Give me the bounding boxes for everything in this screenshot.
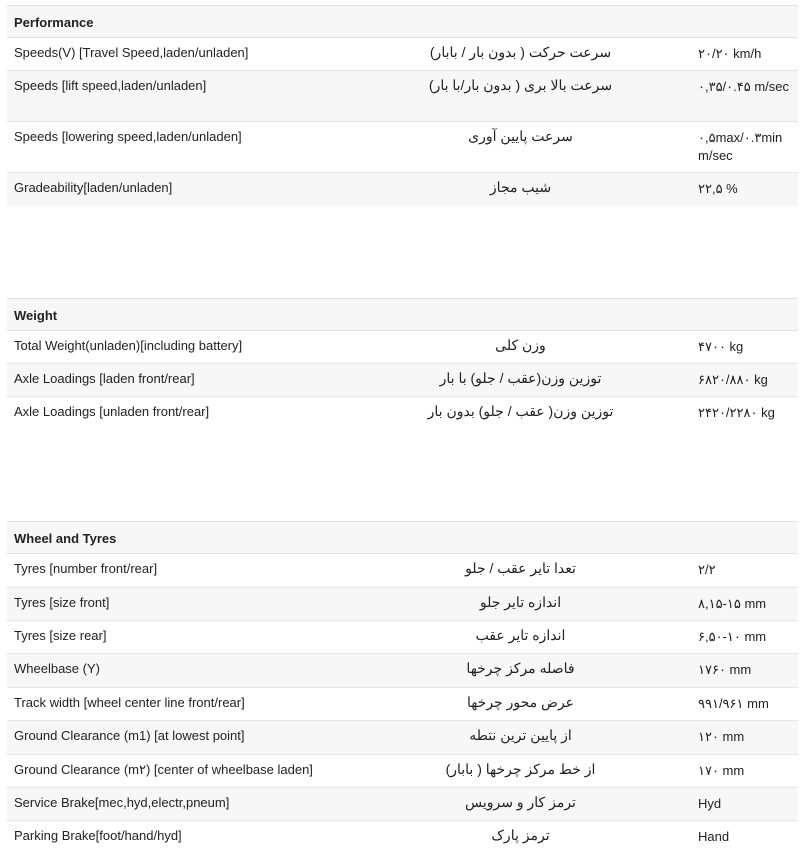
spec-name-fa: سرعت پایین آوری [468, 128, 573, 144]
table-row [7, 621, 798, 654]
spec-value: Hyd [698, 796, 722, 811]
spec-name: Speeds [lowering speed,laden/unladen] [14, 129, 242, 144]
spec-name: Tyres [number front/rear] [14, 561, 158, 576]
spec-name-fa: تعدا تایر عقب / جلو [465, 560, 576, 576]
section-title: Performance [7, 5, 798, 38]
spec-value: ۱۲۰ mm [698, 729, 745, 744]
spec-value: ۶,۵۰-۱۰ mm [698, 629, 767, 644]
spec-value: ۴۷۰۰ kg [698, 339, 744, 354]
wheel-and-tyres-section [7, 521, 798, 854]
table-row [7, 173, 798, 206]
table-row [7, 554, 798, 588]
spec-name-fa: توزین وزن( عقب / جلو) بدون بار [427, 403, 614, 419]
table-row [7, 588, 798, 621]
spec-name-fa: از خط مرکز چرخها ( بابار) [445, 761, 596, 777]
table-row [7, 755, 798, 788]
spec-name: Gradeability[laden/unladen] [14, 180, 173, 195]
spec-value: ۱۷۶۰ mm [698, 662, 752, 677]
table-row [7, 38, 798, 71]
spec-value: ۶۸۲۰/۸۸۰ kg [698, 372, 768, 387]
section-title: Wheel and Tyres [7, 521, 798, 554]
spec-name: Tyres [size front] [14, 595, 110, 610]
spec-name: Wheelbase (Y) [14, 661, 100, 676]
table-row [7, 71, 798, 122]
spec-name-fa: توزین وزن(عقب / جلو) با بار [439, 370, 602, 386]
table-row [7, 364, 798, 397]
spec-name: Tyres [size rear] [14, 628, 107, 643]
table-row [7, 688, 798, 721]
spec-name-fa: وزن کلی [495, 337, 546, 353]
spec-value: ۸,۱۵-۱۵ mm [698, 596, 767, 611]
table-row [7, 721, 798, 755]
spec-value: ۲۴۲۰/۲۲۸۰ kg [698, 405, 775, 420]
spec-name-fa: سرعت حرکت ( بدون بار / بابار) [429, 44, 612, 60]
spec-name: Parking Brake[foot/hand/hyd] [14, 828, 182, 843]
spec-name-fa: شیب مجاز [489, 179, 552, 195]
spec-value: ۲/۲ [698, 562, 716, 577]
spec-value: Hand [698, 829, 730, 844]
spec-name-fa: از پایین ترین نتطه [469, 727, 572, 743]
table-row [7, 331, 798, 364]
spec-name: Axle Loadings [laden front/rear] [14, 371, 195, 386]
spec-name: Total Weight(unladen)[including battery] [14, 338, 243, 353]
spec-name-fa: ترمز پارک [491, 827, 550, 843]
spec-name: Axle Loadings [unladen front/rear] [14, 404, 210, 419]
spec-name: Track width [wheel center line front/rear] [14, 695, 245, 710]
table-row [7, 821, 798, 854]
spec-name-fa: عرض محور چرخها [466, 694, 575, 710]
spec-value: ۱۷۰ mm [698, 763, 745, 778]
performance-section [7, 5, 798, 206]
spec-name-fa: فاصله مرکز چرخها [466, 660, 575, 676]
table-row [7, 788, 798, 821]
section-title: Weight [7, 298, 798, 331]
spec-value: ۰,۵max/۰.۳min m/sec [698, 130, 783, 163]
spec-value: ۲۰/۲۰ km/h [698, 46, 762, 61]
spec-name: Ground Clearance (m1) [at lowest point] [14, 728, 245, 743]
spec-name: Service Brake[mec,hyd,electr,pneum] [14, 795, 230, 810]
table-row [7, 654, 798, 688]
spec-name-fa: اندازه تایر جلو [479, 594, 562, 610]
spec-name-fa: اندازه تایر عقب [475, 627, 566, 643]
spec-name: Speeds(V) [Travel Speed,laden/unladen] [14, 45, 249, 60]
spec-name: Speeds [lift speed,laden/unladen] [14, 78, 207, 93]
spec-name-fa: ترمز کار و سرویس [465, 794, 576, 810]
spec-value: ۰,۳۵/۰.۴۵ m/sec [698, 79, 790, 94]
table-row [7, 122, 798, 173]
table-row [7, 397, 798, 430]
weight-section [7, 298, 798, 430]
spec-name: Ground Clearance (m۲) [center of wheelbase laden] [14, 762, 313, 777]
spec-name-fa: سرعت بالا بری ( بدون بار/با بار) [428, 77, 613, 93]
spec-value: ۲۲,۵ % [698, 181, 738, 196]
spec-value: ۹۹۱/۹۶۱ mm [698, 696, 769, 711]
